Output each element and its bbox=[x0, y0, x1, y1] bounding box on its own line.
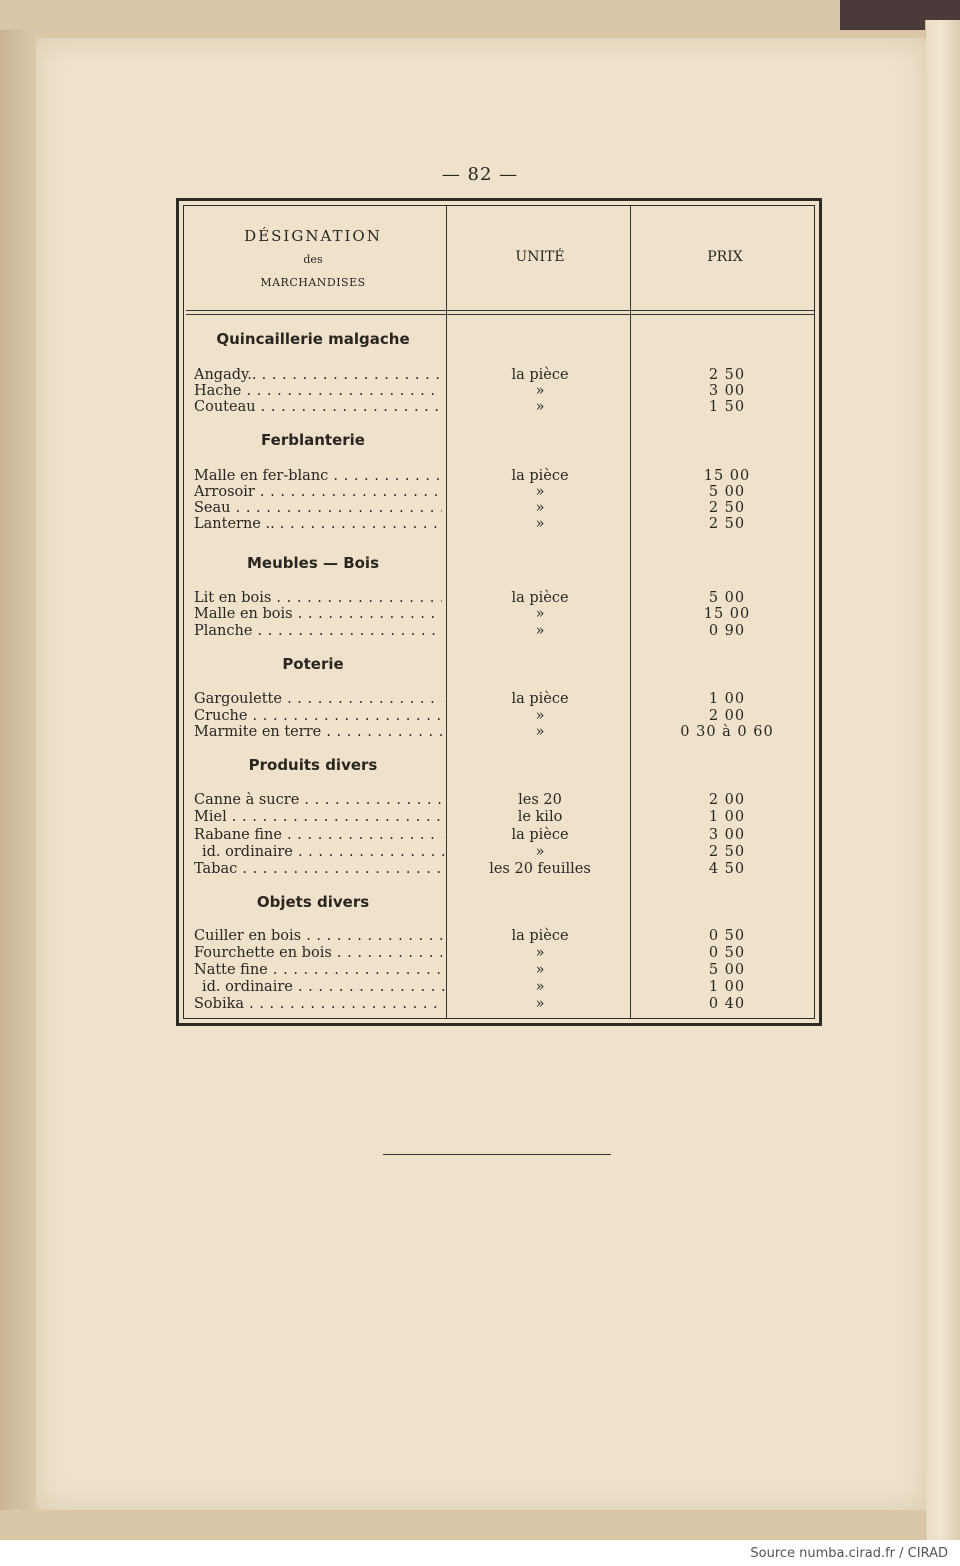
item-price: 1 00 bbox=[708, 809, 746, 825]
item-unit: » bbox=[535, 996, 545, 1012]
item-price: 15 00 bbox=[703, 468, 751, 484]
item-name: id. ordinaire . . . bbox=[194, 979, 450, 996]
item-unit: » bbox=[535, 383, 545, 399]
item-name: Arrosoir . . . bbox=[194, 484, 442, 501]
item-unit: la pièce bbox=[511, 367, 569, 383]
item-name: Cruche . . . bbox=[194, 708, 442, 725]
section-title: Quincaillerie malgache bbox=[216, 330, 410, 348]
item-price: 1 00 bbox=[708, 979, 746, 995]
item-name: Fourchette en bois . . . bbox=[194, 945, 442, 962]
item-unit: » bbox=[535, 500, 545, 516]
item-name: Gargoulette . . . bbox=[194, 691, 442, 708]
item-name: Canne à sucre . . . bbox=[194, 792, 442, 809]
item-unit: les 20 feuilles bbox=[489, 861, 591, 877]
item-price: 2 50 bbox=[708, 367, 746, 383]
table-row bbox=[0, 844, 960, 861]
item-unit: » bbox=[535, 724, 545, 740]
item-price: 5 00 bbox=[708, 962, 746, 978]
table-row bbox=[0, 962, 960, 979]
item-name: Lanterne .. . . . bbox=[194, 516, 442, 533]
item-price: 0 40 bbox=[708, 996, 746, 1012]
item-unit: la pièce bbox=[511, 691, 569, 707]
closing-rule bbox=[383, 1154, 611, 1155]
item-price: 0 50 bbox=[708, 928, 746, 944]
table-row bbox=[0, 809, 960, 826]
item-price: 3 00 bbox=[708, 827, 746, 843]
item-unit: » bbox=[535, 623, 545, 639]
table-row bbox=[0, 979, 960, 996]
table-row bbox=[0, 399, 960, 416]
table-row bbox=[0, 516, 960, 533]
source-credit: Source numba.cirad.fr / CIRAD bbox=[750, 1546, 948, 1561]
table-row bbox=[0, 792, 960, 809]
item-name: Rabane fine . . . bbox=[194, 827, 442, 844]
item-name: Couteau . . . bbox=[194, 399, 442, 416]
item-unit: la pièce bbox=[511, 827, 569, 843]
item-unit: » bbox=[535, 844, 545, 860]
item-name: Malle en bois . . . bbox=[194, 606, 442, 623]
section-title: Meubles — Bois bbox=[246, 554, 379, 572]
table-row bbox=[0, 724, 960, 741]
header-des: des bbox=[303, 253, 323, 266]
table-row bbox=[0, 623, 960, 640]
item-unit: la pièce bbox=[511, 928, 569, 944]
item-name: Planche . . . bbox=[194, 623, 442, 640]
item-name: Seau . . . bbox=[194, 500, 442, 517]
header-marchandises: MARCHANDISES bbox=[260, 276, 366, 289]
section-title: Produits divers bbox=[248, 756, 378, 774]
item-price: 2 00 bbox=[708, 708, 746, 724]
item-price: 4 50 bbox=[708, 861, 746, 877]
item-price: 3 00 bbox=[708, 383, 746, 399]
item-name: Cuiller en bois . . . bbox=[194, 928, 442, 945]
item-name: Malle en fer-blanc . . . bbox=[194, 468, 442, 485]
table-row bbox=[0, 367, 960, 384]
item-unit: » bbox=[535, 399, 545, 415]
item-name: Natte fine . . . bbox=[194, 962, 442, 979]
table-row bbox=[0, 945, 960, 962]
left-page-edge bbox=[0, 30, 38, 1510]
item-price: 2 50 bbox=[708, 844, 746, 860]
header-designation: DÉSIGNATION bbox=[244, 227, 382, 245]
item-unit: les 20 bbox=[518, 792, 562, 808]
table-row bbox=[0, 691, 960, 708]
table-row bbox=[0, 996, 960, 1013]
item-unit: » bbox=[535, 484, 545, 500]
table-row bbox=[0, 708, 960, 725]
table-row bbox=[0, 468, 960, 485]
item-name: Tabac . . . bbox=[194, 861, 442, 878]
item-price: 2 50 bbox=[708, 516, 746, 532]
item-name: Angady.. . . . bbox=[194, 367, 442, 384]
item-price: 2 50 bbox=[708, 500, 746, 516]
table-row bbox=[0, 928, 960, 945]
item-price: 5 00 bbox=[708, 590, 746, 606]
table-row bbox=[0, 500, 960, 517]
item-name: id. ordinaire . . . bbox=[194, 844, 450, 861]
item-unit: le kilo bbox=[517, 809, 563, 825]
table-row bbox=[0, 827, 960, 844]
item-name: Marmite en terre . . . bbox=[194, 724, 442, 741]
item-price: 0 90 bbox=[708, 623, 746, 639]
item-price: 0 30 à 0 60 bbox=[680, 724, 774, 740]
table-row bbox=[0, 383, 960, 400]
item-price: 15 00 bbox=[703, 606, 751, 622]
item-unit: la pièce bbox=[511, 590, 569, 606]
item-price: 1 00 bbox=[708, 691, 746, 707]
item-name: Miel . . . bbox=[194, 809, 442, 826]
item-unit: » bbox=[535, 945, 545, 961]
item-unit: » bbox=[535, 962, 545, 978]
item-price: 2 00 bbox=[708, 792, 746, 808]
item-price: 1 50 bbox=[708, 399, 746, 415]
section-title: Ferblanterie bbox=[261, 431, 365, 449]
section-title: Poterie bbox=[282, 655, 344, 673]
item-unit: la pièce bbox=[511, 468, 569, 484]
table-row bbox=[0, 590, 960, 607]
item-unit: » bbox=[535, 979, 545, 995]
item-name: Sobika . . . bbox=[194, 996, 442, 1013]
item-unit: » bbox=[535, 516, 545, 532]
table-row bbox=[0, 861, 960, 878]
section-title: Objets divers bbox=[256, 893, 370, 911]
item-price: 5 00 bbox=[708, 484, 746, 500]
item-price: 0 50 bbox=[708, 945, 746, 961]
item-unit: » bbox=[535, 708, 545, 724]
header-unite: UNITÉ bbox=[515, 249, 565, 265]
table-row bbox=[0, 606, 960, 623]
header-separator bbox=[186, 310, 814, 315]
table-row bbox=[0, 484, 960, 501]
item-unit: » bbox=[535, 606, 545, 622]
page-number: — 82 — bbox=[441, 164, 519, 185]
right-page-edge bbox=[925, 20, 960, 1540]
item-name: Lit en bois . . . bbox=[194, 590, 442, 607]
header-prix: PRIX bbox=[707, 249, 743, 265]
item-name: Hache . . . bbox=[194, 383, 442, 400]
